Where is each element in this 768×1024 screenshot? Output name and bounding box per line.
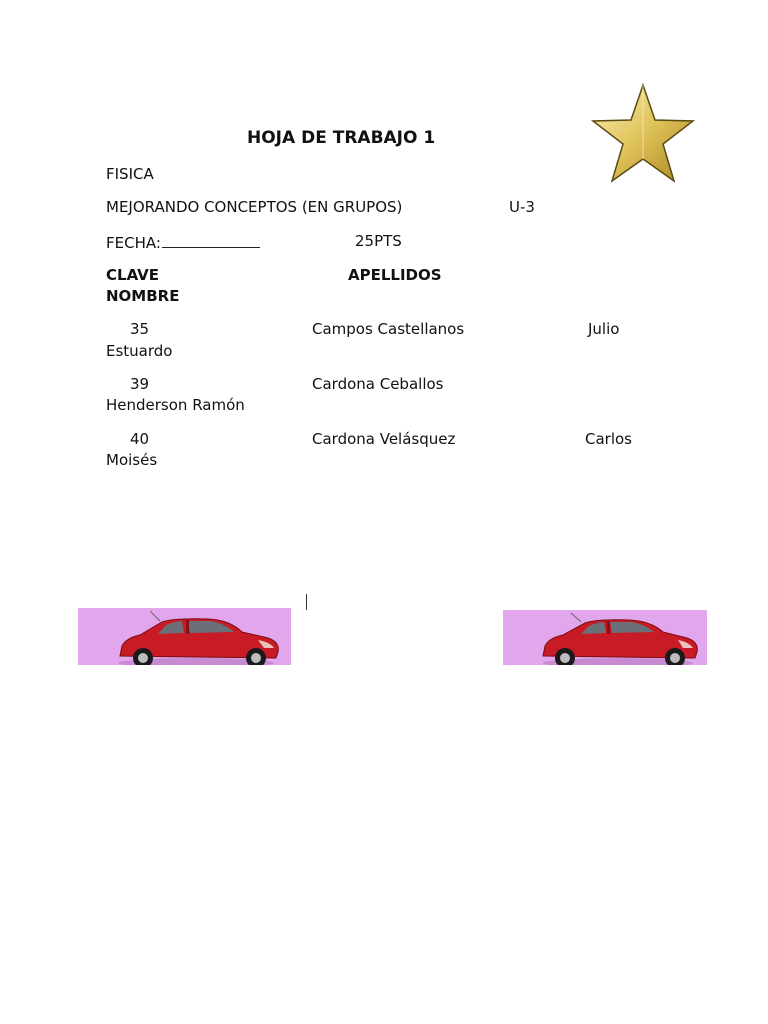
unit-label: U-3 (509, 198, 535, 216)
student-nombre-2: Estuardo (106, 342, 173, 360)
student-apellidos: Campos Castellanos (312, 320, 465, 338)
student-nombre-2: Moisés (106, 451, 158, 469)
red-car-image (78, 608, 291, 665)
red-car-image (503, 610, 707, 665)
gold-star-icon (590, 82, 696, 184)
points-label: 25PTS (355, 232, 402, 250)
student-clave: 40 (130, 430, 150, 448)
car-icon (78, 608, 291, 665)
subject-label: FISICA (106, 165, 154, 183)
header-nombre: NOMBRE (106, 287, 180, 305)
car-icon (503, 610, 707, 665)
date-label: FECHA: (106, 234, 161, 252)
page-title: HOJA DE TRABAJO 1 (247, 128, 436, 148)
header-clave: CLAVE (106, 266, 160, 284)
text-cursor (306, 594, 307, 610)
student-nombre-1: Carlos (585, 430, 632, 448)
student-nombre-2: Henderson Ramón (106, 396, 245, 414)
student-apellidos: Cardona Velásquez (312, 430, 456, 448)
header-apellidos: APELLIDOS (348, 266, 442, 284)
student-nombre-1: Julio (588, 320, 620, 338)
student-clave: 39 (130, 375, 150, 393)
date-field (106, 231, 260, 254)
activity-label: MEJORANDO CONCEPTOS (EN GRUPOS) (106, 198, 403, 216)
student-clave: 35 (130, 320, 150, 338)
date-blank-line (162, 231, 260, 248)
student-apellidos: Cardona Ceballos (312, 375, 444, 393)
